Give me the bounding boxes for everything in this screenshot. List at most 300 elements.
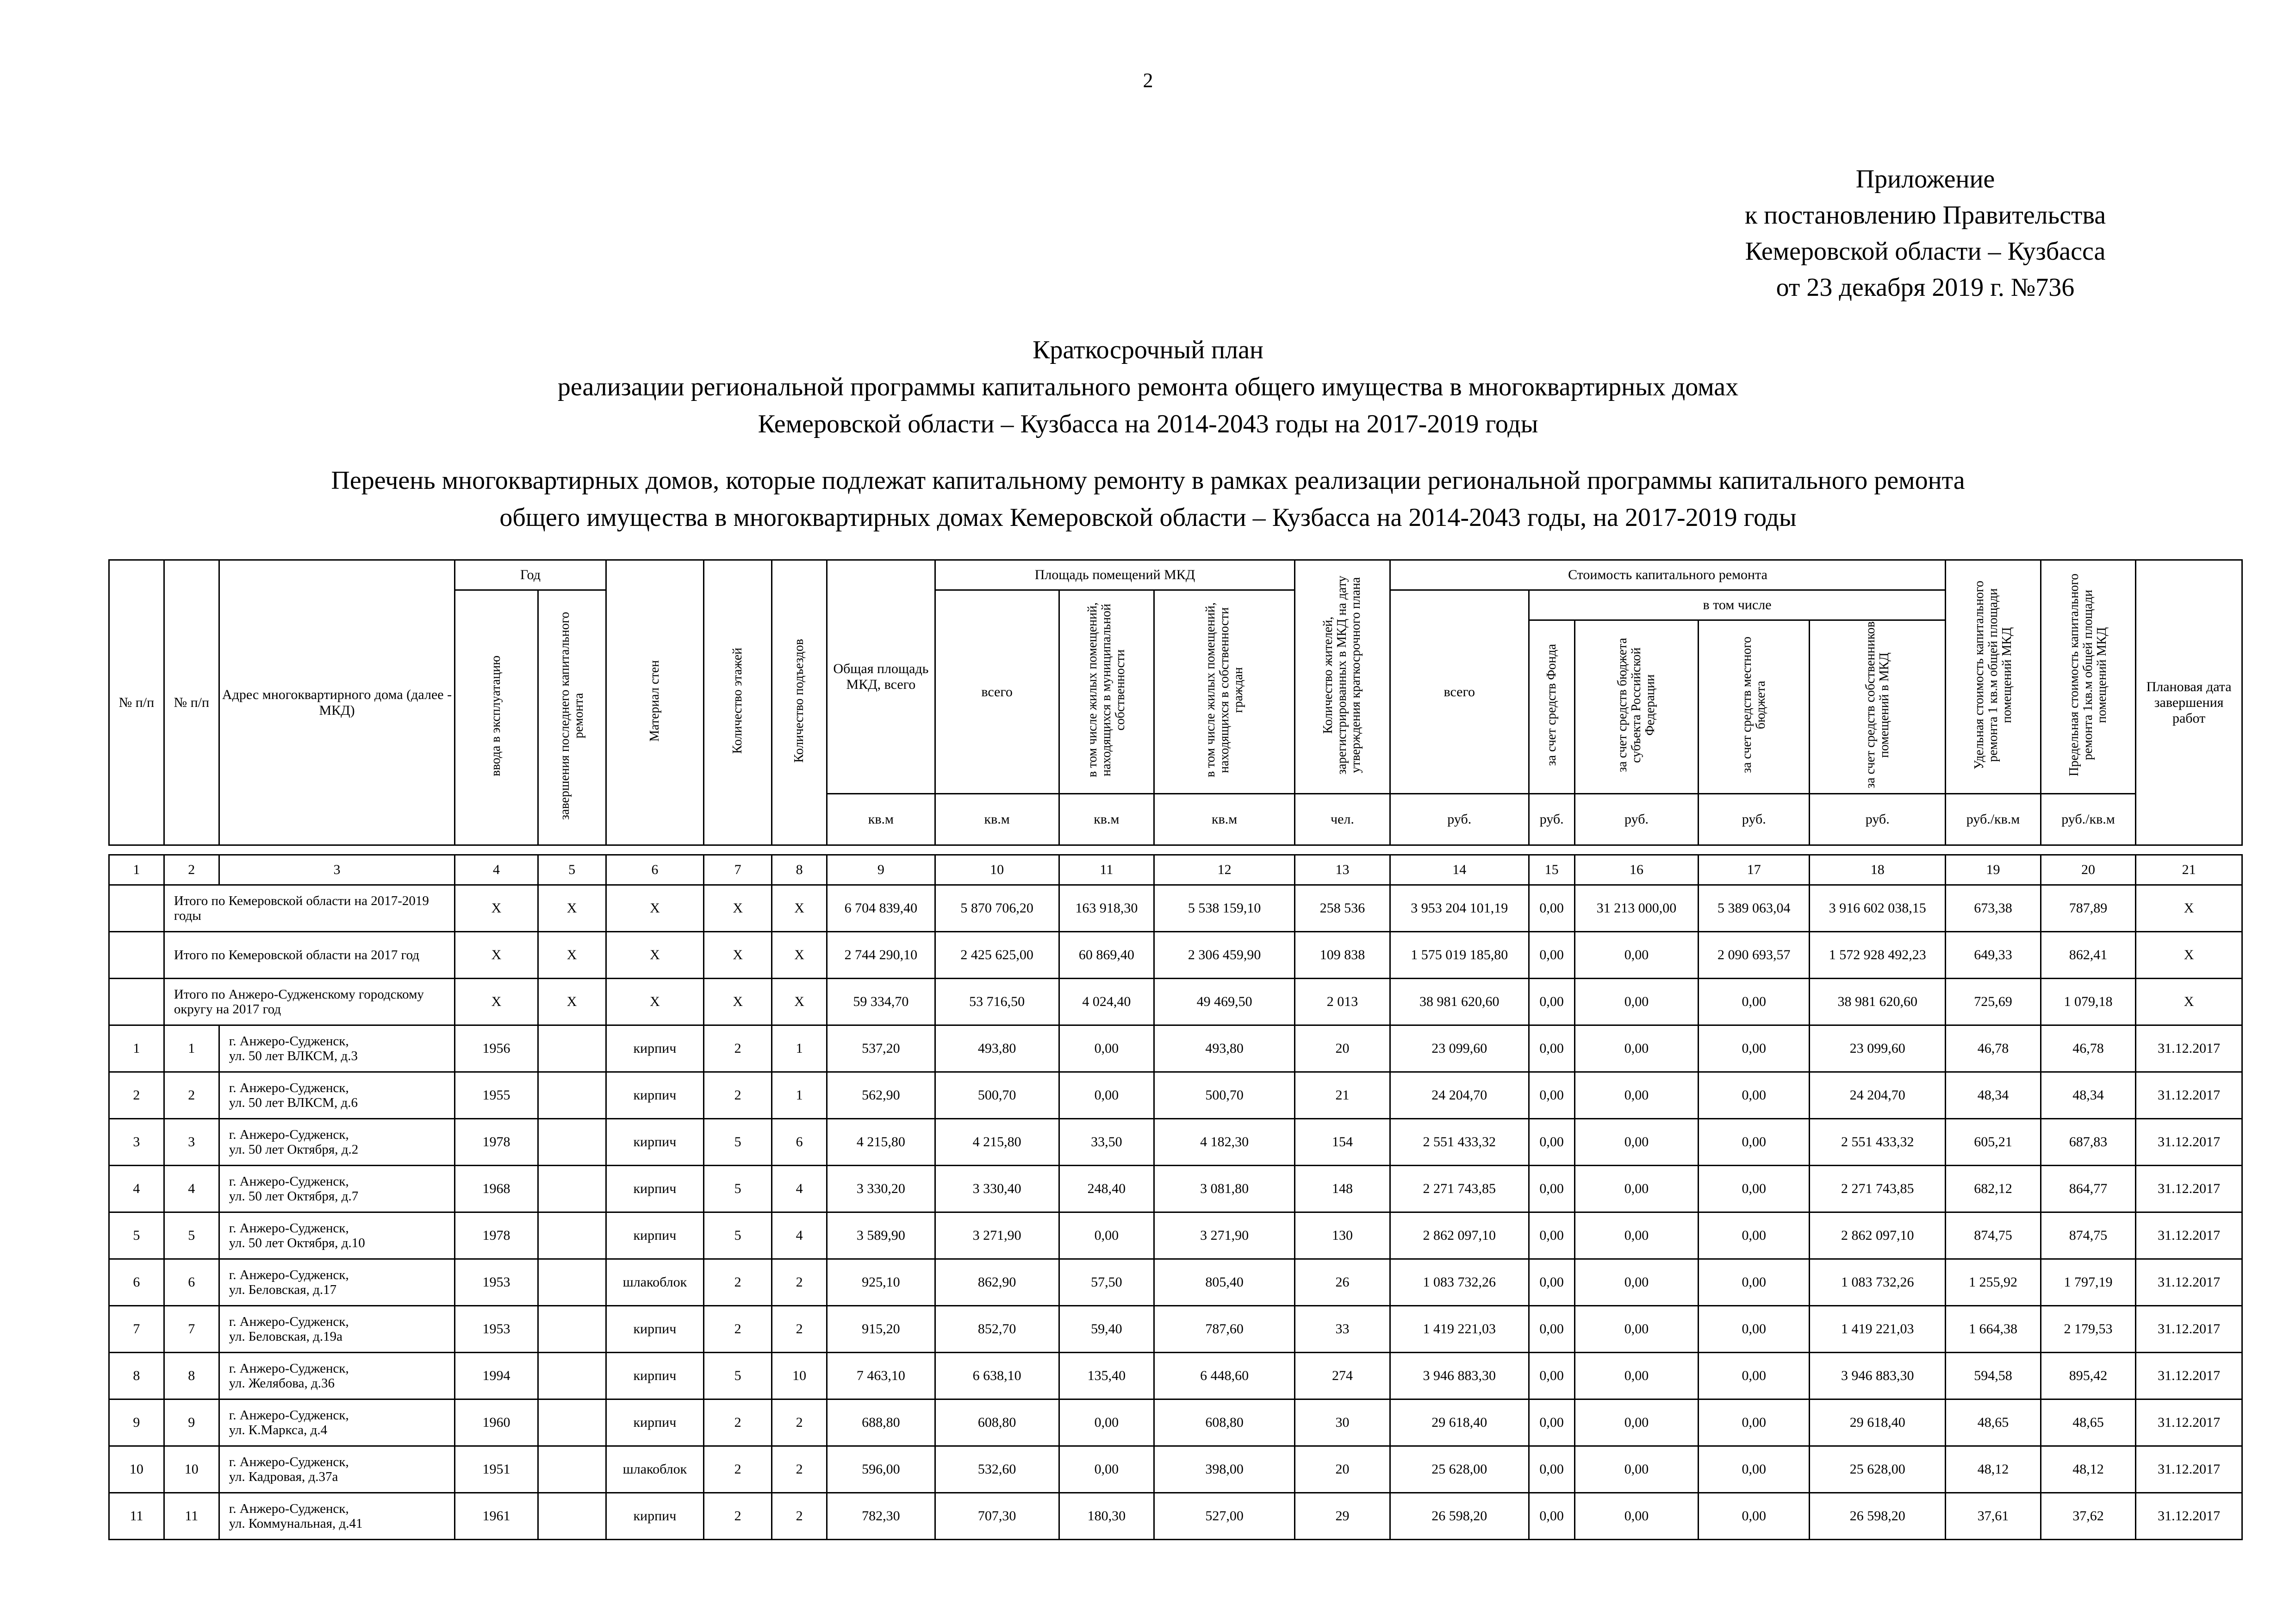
table-cell: 605,21 bbox=[1946, 1119, 2041, 1166]
header-area-all: всего bbox=[935, 590, 1059, 794]
summary-cell: 53 716,50 bbox=[935, 979, 1059, 1025]
address-line-1: г. Анжеро-Судженск, bbox=[229, 1127, 349, 1142]
table-cell: 2 bbox=[704, 1306, 772, 1353]
column-number-cell: 11 bbox=[1059, 855, 1154, 885]
table-cell: 2 bbox=[704, 1399, 772, 1446]
unit-cost-fund: руб. bbox=[1529, 794, 1574, 845]
column-number-cell: 6 bbox=[606, 855, 704, 885]
summary-cell: 258 536 bbox=[1295, 885, 1390, 932]
table-cell: 31.12.2017 bbox=[2136, 1353, 2242, 1399]
table-cell: 594,58 bbox=[1946, 1353, 2041, 1399]
address-cell bbox=[219, 1353, 455, 1399]
subtitle-line-2: общего имущества в многоквартирных домах Кемеровской области – Кузбасса на 2014-2043 годы, на 2017-2019 годы bbox=[499, 503, 1797, 532]
column-number-cell: 17 bbox=[1699, 855, 1810, 885]
summary-cell: 1 575 019 185,80 bbox=[1390, 932, 1529, 979]
table-cell: 2 bbox=[704, 1493, 772, 1540]
table-cell: 2 bbox=[704, 1072, 772, 1119]
table-cell: 2 bbox=[772, 1399, 827, 1446]
table-cell: 6 638,10 bbox=[935, 1353, 1059, 1399]
table-cell: кирпич bbox=[606, 1025, 704, 1072]
row-number-cell: 5 bbox=[164, 1212, 219, 1259]
row-number-cell: 9 bbox=[109, 1399, 164, 1446]
table-cell: 682,12 bbox=[1946, 1166, 2041, 1212]
table-cell: 31.12.2017 bbox=[2136, 1493, 2242, 1540]
table-cell: кирпич bbox=[606, 1493, 704, 1540]
unit-cost-region: руб. bbox=[1574, 794, 1699, 845]
table-cell: 1956 bbox=[455, 1025, 538, 1072]
table-cell: 0,00 bbox=[1059, 1212, 1154, 1259]
table-row bbox=[109, 1446, 2242, 1493]
table-cell: 2 bbox=[704, 1259, 772, 1306]
document-subtitle bbox=[0, 462, 2296, 536]
subtitle-line-1: Перечень многоквартирных домов, которые подлежат капитальному ремонту в рамках реализации региональной программы капитального ремонта bbox=[331, 466, 1965, 495]
table-cell: 1953 bbox=[455, 1259, 538, 1306]
address-cell bbox=[219, 1446, 455, 1493]
column-number-cell: 7 bbox=[704, 855, 772, 885]
summary-cell: X bbox=[455, 932, 538, 979]
table-cell: 4 215,80 bbox=[827, 1119, 935, 1166]
header-spacer bbox=[109, 845, 2242, 855]
table-cell: 5 bbox=[704, 1353, 772, 1399]
table-cell: 26 598,20 bbox=[1390, 1493, 1529, 1540]
summary-cell: 5 538 159,10 bbox=[1154, 885, 1295, 932]
address-line-1: г. Анжеро-Судженск, bbox=[229, 1268, 349, 1282]
address-cell bbox=[219, 1306, 455, 1353]
address-line-2: ул. 50 лет Октября, д.7 bbox=[229, 1189, 359, 1204]
table-row bbox=[109, 1119, 2242, 1166]
table-cell: 180,30 bbox=[1059, 1493, 1154, 1540]
table-cell: 46,78 bbox=[1946, 1025, 2041, 1072]
summary-cell bbox=[109, 979, 164, 1025]
table-cell: 21 bbox=[1295, 1072, 1390, 1119]
summary-cell: 109 838 bbox=[1295, 932, 1390, 979]
table-cell: 805,40 bbox=[1154, 1259, 1295, 1306]
unit-total-area: кв.м bbox=[827, 794, 935, 845]
table-cell: 1978 bbox=[455, 1119, 538, 1166]
row-number-cell: 4 bbox=[109, 1166, 164, 1212]
header-year-last-repair: завершения последнего капитального ремонта bbox=[538, 590, 606, 845]
summary-cell: X bbox=[704, 932, 772, 979]
table-cell bbox=[538, 1166, 606, 1212]
address-line-2: ул. Коммунальная, д.41 bbox=[229, 1516, 363, 1531]
table-cell: 31.12.2017 bbox=[2136, 1166, 2242, 1212]
table-cell: 48,12 bbox=[2041, 1446, 2135, 1493]
summary-cell bbox=[109, 932, 164, 979]
table-cell bbox=[538, 1446, 606, 1493]
unit-area-municipal: кв.м bbox=[1059, 794, 1154, 845]
table-cell: 687,83 bbox=[2041, 1119, 2135, 1166]
table-cell: 1 797,19 bbox=[2041, 1259, 2135, 1306]
header-num-2: № п/п bbox=[164, 560, 219, 845]
document-title bbox=[0, 331, 2296, 443]
table-cell: 787,60 bbox=[1154, 1306, 1295, 1353]
table-cell: 1 bbox=[772, 1072, 827, 1119]
table-cell bbox=[538, 1119, 606, 1166]
table-cell: 2 bbox=[704, 1025, 772, 1072]
table-cell: 24 204,70 bbox=[1390, 1072, 1529, 1119]
table-row bbox=[109, 1212, 2242, 1259]
table-cell: 532,60 bbox=[935, 1446, 1059, 1493]
table-cell: 31.12.2017 bbox=[2136, 1072, 2242, 1119]
summary-cell: 0,00 bbox=[1574, 932, 1699, 979]
summary-cell: X bbox=[538, 885, 606, 932]
table-row bbox=[109, 1166, 2242, 1212]
header-entrances: Количество подъездов bbox=[772, 560, 827, 845]
header-area-municipal: в том числе жилых помещений, находящихся в муниципальной собственности bbox=[1059, 590, 1154, 794]
summary-cell: 2 013 bbox=[1295, 979, 1390, 1025]
page-number: 2 bbox=[1143, 69, 1153, 92]
table-cell: 0,00 bbox=[1699, 1072, 1810, 1119]
unit-residents: чел. bbox=[1295, 794, 1390, 845]
address-line-1: г. Анжеро-Судженск, bbox=[229, 1314, 349, 1329]
table-cell bbox=[538, 1072, 606, 1119]
table-cell bbox=[538, 1353, 606, 1399]
header-area-group: Площадь помещений МКД bbox=[935, 560, 1295, 590]
summary-cell: 5 870 706,20 bbox=[935, 885, 1059, 932]
column-number-cell: 18 bbox=[1810, 855, 1946, 885]
appendix-line-4: от 23 декабря 2019 г. №736 bbox=[1776, 273, 2075, 302]
table-cell: 148 bbox=[1295, 1166, 1390, 1212]
header-cost-including: в том числе bbox=[1529, 590, 1945, 620]
table-cell: 0,00 bbox=[1529, 1399, 1574, 1446]
table-cell: 0,00 bbox=[1699, 1025, 1810, 1072]
summary-cell: 38 981 620,60 bbox=[1810, 979, 1946, 1025]
table-cell: 707,30 bbox=[935, 1493, 1059, 1540]
table-cell: 0,00 bbox=[1699, 1166, 1810, 1212]
header-cost-fund: за счет средств Фонда bbox=[1529, 620, 1574, 794]
header-cost-group: Стоимость капитального ремонта bbox=[1390, 560, 1946, 590]
column-number-cell: 21 bbox=[2136, 855, 2242, 885]
row-number-cell: 2 bbox=[109, 1072, 164, 1119]
table-cell: 2 bbox=[704, 1446, 772, 1493]
table-cell: 0,00 bbox=[1574, 1072, 1699, 1119]
table-cell: 2 bbox=[772, 1493, 827, 1540]
summary-cell: 3 916 602 038,15 bbox=[1810, 885, 1946, 932]
table-cell: 874,75 bbox=[1946, 1212, 2041, 1259]
row-number-cell: 8 bbox=[164, 1353, 219, 1399]
table-cell: 135,40 bbox=[1059, 1353, 1154, 1399]
table-cell: 398,00 bbox=[1154, 1446, 1295, 1493]
table-cell: 688,80 bbox=[827, 1399, 935, 1446]
table-cell: 3 330,20 bbox=[827, 1166, 935, 1212]
summary-cell: 2 090 693,57 bbox=[1699, 932, 1810, 979]
summary-cell: 38 981 620,60 bbox=[1390, 979, 1529, 1025]
row-number-cell: 9 bbox=[164, 1399, 219, 1446]
table-cell: 852,70 bbox=[935, 1306, 1059, 1353]
title-line-3: Кемеровской области – Кузбасса на 2014-2043 годы на 2017-2019 годы bbox=[758, 410, 1538, 438]
table-cell: 3 271,90 bbox=[935, 1212, 1059, 1259]
table-cell: 6 448,60 bbox=[1154, 1353, 1295, 1399]
address-line-2: ул. Беловская, д.17 bbox=[229, 1282, 337, 1297]
unit-unit-cost: руб./кв.м bbox=[1946, 794, 2041, 845]
table-cell: 31.12.2017 bbox=[2136, 1212, 2242, 1259]
row-number-cell: 1 bbox=[164, 1025, 219, 1072]
unit-cost-local: руб. bbox=[1699, 794, 1810, 845]
summary-cell: 59 334,70 bbox=[827, 979, 935, 1025]
table-cell: 1960 bbox=[455, 1399, 538, 1446]
table-cell: 0,00 bbox=[1574, 1446, 1699, 1493]
summary-cell: 787,89 bbox=[2041, 885, 2135, 932]
table-cell: 5 bbox=[704, 1119, 772, 1166]
table-cell: 608,80 bbox=[1154, 1399, 1295, 1446]
table-cell: 562,90 bbox=[827, 1072, 935, 1119]
summary-cell: 49 469,50 bbox=[1154, 979, 1295, 1025]
summary-cell: X bbox=[772, 932, 827, 979]
summary-cell: 3 953 204 101,19 bbox=[1390, 885, 1529, 932]
table-cell: 1 255,92 bbox=[1946, 1259, 2041, 1306]
summary-cell: 862,41 bbox=[2041, 932, 2135, 979]
row-number-cell: 6 bbox=[109, 1259, 164, 1306]
table-cell: 0,00 bbox=[1059, 1072, 1154, 1119]
address-line-2: ул. 50 лет Октября, д.10 bbox=[229, 1236, 365, 1250]
table-cell bbox=[538, 1306, 606, 1353]
row-number-cell: 11 bbox=[164, 1493, 219, 1540]
summary-cell: 60 869,40 bbox=[1059, 932, 1154, 979]
table-cell: 0,00 bbox=[1529, 1306, 1574, 1353]
summary-cell: X bbox=[2136, 885, 2242, 932]
table-cell: 10 bbox=[772, 1353, 827, 1399]
address-line-2: ул. К.Маркса, д.4 bbox=[229, 1423, 328, 1437]
table-cell: 862,90 bbox=[935, 1259, 1059, 1306]
table-cell: 1 664,38 bbox=[1946, 1306, 2041, 1353]
summary-cell: X bbox=[772, 885, 827, 932]
table-cell: 0,00 bbox=[1529, 1493, 1574, 1540]
row-number-cell: 7 bbox=[164, 1306, 219, 1353]
table-cell: 26 bbox=[1295, 1259, 1390, 1306]
unit-limit-cost: руб./кв.м bbox=[2041, 794, 2135, 845]
summary-label: Итого по Анжеро-Судженскому городскому округу на 2017 год bbox=[164, 979, 454, 1025]
column-number-cell: 4 bbox=[455, 855, 538, 885]
column-number-cell: 16 bbox=[1574, 855, 1699, 885]
table-cell: 493,80 bbox=[1154, 1025, 1295, 1072]
table-cell: 1955 bbox=[455, 1072, 538, 1119]
table-cell: 0,00 bbox=[1574, 1025, 1699, 1072]
table-cell: 2 551 433,32 bbox=[1390, 1119, 1529, 1166]
table-cell: 2 271 743,85 bbox=[1810, 1166, 1946, 1212]
summary-cell: X bbox=[538, 979, 606, 1025]
table-cell: 25 628,00 bbox=[1390, 1446, 1529, 1493]
summary-cell: X bbox=[455, 979, 538, 1025]
summary-cell: X bbox=[704, 885, 772, 932]
row-number-cell: 3 bbox=[109, 1119, 164, 1166]
row-number-cell: 2 bbox=[164, 1072, 219, 1119]
summary-cell: 2 306 459,90 bbox=[1154, 932, 1295, 979]
table-row bbox=[109, 1259, 2242, 1306]
address-line-1: г. Анжеро-Судженск, bbox=[229, 1455, 349, 1469]
address-line-1: г. Анжеро-Судженск, bbox=[229, 1408, 349, 1423]
table-cell: 30 bbox=[1295, 1399, 1390, 1446]
table-cell: 37,61 bbox=[1946, 1493, 2041, 1540]
table-cell: 3 081,80 bbox=[1154, 1166, 1295, 1212]
table-cell: 2 551 433,32 bbox=[1810, 1119, 1946, 1166]
table-cell: 23 099,60 bbox=[1390, 1025, 1529, 1072]
summary-cell: 163 918,30 bbox=[1059, 885, 1154, 932]
table-cell: 48,34 bbox=[1946, 1072, 2041, 1119]
table-cell: 0,00 bbox=[1529, 1166, 1574, 1212]
summary-cell: 1 079,18 bbox=[2041, 979, 2135, 1025]
table-row bbox=[109, 1306, 2242, 1353]
address-line-1: г. Анжеро-Судженск, bbox=[229, 1221, 349, 1236]
header-address: Адрес многоквартирного дома (далее - МКД) bbox=[219, 560, 455, 845]
table-cell: 248,40 bbox=[1059, 1166, 1154, 1212]
address-line-1: г. Анжеро-Судженск, bbox=[229, 1174, 349, 1189]
table-cell: 493,80 bbox=[935, 1025, 1059, 1072]
column-number-cell: 10 bbox=[935, 855, 1059, 885]
summary-cell: X bbox=[772, 979, 827, 1025]
summary-cell: X bbox=[606, 885, 704, 932]
header-year-commission: ввода в эксплуатацию bbox=[455, 590, 538, 845]
summary-cell: 1 572 928 492,23 bbox=[1810, 932, 1946, 979]
column-number-cell: 12 bbox=[1154, 855, 1295, 885]
row-number-cell: 10 bbox=[109, 1446, 164, 1493]
table-cell: 4 182,30 bbox=[1154, 1119, 1295, 1166]
table-cell: 0,00 bbox=[1574, 1119, 1699, 1166]
table-cell: 7 463,10 bbox=[827, 1353, 935, 1399]
table-cell: кирпич bbox=[606, 1166, 704, 1212]
table-cell: 596,00 bbox=[827, 1446, 935, 1493]
table-cell: 0,00 bbox=[1529, 1259, 1574, 1306]
table-cell: 25 628,00 bbox=[1810, 1446, 1946, 1493]
table-cell: 20 bbox=[1295, 1446, 1390, 1493]
header-planned-date: Плановая дата завершения работ bbox=[2136, 560, 2242, 845]
summary-cell: 649,33 bbox=[1946, 932, 2041, 979]
row-number-cell: 7 bbox=[109, 1306, 164, 1353]
table-cell: 48,65 bbox=[2041, 1399, 2135, 1446]
address-line-1: г. Анжеро-Судженск, bbox=[229, 1361, 349, 1376]
summary-cell: 725,69 bbox=[1946, 979, 2041, 1025]
table-cell: 0,00 bbox=[1059, 1399, 1154, 1446]
header-floors: Количество этажей bbox=[704, 560, 772, 845]
column-number-cell: 5 bbox=[538, 855, 606, 885]
table-cell: 0,00 bbox=[1059, 1025, 1154, 1072]
table-cell: 0,00 bbox=[1529, 1072, 1574, 1119]
summary-row bbox=[109, 885, 2242, 932]
table-cell: 864,77 bbox=[2041, 1166, 2135, 1212]
row-number-cell: 6 bbox=[164, 1259, 219, 1306]
table-cell: кирпич bbox=[606, 1212, 704, 1259]
table-cell: 874,75 bbox=[2041, 1212, 2135, 1259]
summary-cell: 4 024,40 bbox=[1059, 979, 1154, 1025]
header-area-citizens: в том числе жилых помещений, находящихся в собственности граждан bbox=[1154, 590, 1295, 794]
summary-row bbox=[109, 932, 2242, 979]
appendix-line-1: Приложение bbox=[1855, 165, 1995, 194]
appendix-line-2: к постановлению Правительства bbox=[1744, 201, 2106, 230]
table-cell: 0,00 bbox=[1529, 1119, 1574, 1166]
address-cell bbox=[219, 1166, 455, 1212]
table-cell: 48,65 bbox=[1946, 1399, 2041, 1446]
row-number-cell: 11 bbox=[109, 1493, 164, 1540]
table-cell: 500,70 bbox=[935, 1072, 1059, 1119]
table-cell: 1951 bbox=[455, 1446, 538, 1493]
table-cell: кирпич bbox=[606, 1353, 704, 1399]
row-number-cell: 5 bbox=[109, 1212, 164, 1259]
table-cell: кирпич bbox=[606, 1306, 704, 1353]
table-cell: 2 271 743,85 bbox=[1390, 1166, 1529, 1212]
table-cell: 537,20 bbox=[827, 1025, 935, 1072]
table-cell: 2 179,53 bbox=[2041, 1306, 2135, 1353]
table-cell: 130 bbox=[1295, 1212, 1390, 1259]
header-num-1: № п/п bbox=[109, 560, 164, 845]
table-row bbox=[109, 1025, 2242, 1072]
row-number-cell: 10 bbox=[164, 1446, 219, 1493]
address-cell bbox=[219, 1212, 455, 1259]
column-number-cell: 3 bbox=[219, 855, 455, 885]
table-cell: 2 bbox=[772, 1259, 827, 1306]
table-cell: 0,00 bbox=[1529, 1446, 1574, 1493]
appendix-block bbox=[1703, 161, 2147, 306]
table-cell: 0,00 bbox=[1059, 1446, 1154, 1493]
table-cell: 0,00 bbox=[1699, 1493, 1810, 1540]
table-cell: 26 598,20 bbox=[1810, 1493, 1946, 1540]
row-number-cell: 1 bbox=[109, 1025, 164, 1072]
table-row bbox=[109, 1493, 2242, 1540]
table-cell: 0,00 bbox=[1529, 1353, 1574, 1399]
table-cell: 925,10 bbox=[827, 1259, 935, 1306]
address-line-2: ул. 50 лет Октября, д.2 bbox=[229, 1142, 359, 1157]
table-cell: 1 083 732,26 bbox=[1390, 1259, 1529, 1306]
table-cell: 1953 bbox=[455, 1306, 538, 1353]
table-cell: 3 271,90 bbox=[1154, 1212, 1295, 1259]
table-cell: 31.12.2017 bbox=[2136, 1446, 2242, 1493]
table-cell: 2 bbox=[772, 1306, 827, 1353]
address-line-1: г. Анжеро-Судженск, bbox=[229, 1501, 349, 1516]
table-cell: 608,80 bbox=[935, 1399, 1059, 1446]
table-cell: 4 215,80 bbox=[935, 1119, 1059, 1166]
table-cell: кирпич bbox=[606, 1072, 704, 1119]
header-year: Год bbox=[455, 560, 606, 590]
table-cell: шлакоблок bbox=[606, 1446, 704, 1493]
address-line-1: г. Анжеро-Судженск, bbox=[229, 1034, 349, 1049]
table-cell: кирпич bbox=[606, 1399, 704, 1446]
column-number-cell: 20 bbox=[2041, 855, 2135, 885]
table-cell: 2 bbox=[772, 1446, 827, 1493]
table-cell: 782,30 bbox=[827, 1493, 935, 1540]
header-cost-region: за счет средств бюджета субъекта Российской Федерации bbox=[1574, 620, 1699, 794]
address-cell bbox=[219, 1072, 455, 1119]
unit-cost-owners: руб. bbox=[1810, 794, 1946, 845]
summary-cell: 673,38 bbox=[1946, 885, 2041, 932]
summary-cell: X bbox=[704, 979, 772, 1025]
header-cost-owners: за счет средств собственников помещений в МКД bbox=[1810, 620, 1946, 794]
table-cell: 2 862 097,10 bbox=[1810, 1212, 1946, 1259]
table-cell bbox=[538, 1212, 606, 1259]
table-cell: 1968 bbox=[455, 1166, 538, 1212]
table-cell: 48,12 bbox=[1946, 1446, 2041, 1493]
table-cell bbox=[538, 1399, 606, 1446]
table-cell: 895,42 bbox=[2041, 1353, 2135, 1399]
table-cell: 0,00 bbox=[1699, 1212, 1810, 1259]
summary-cell bbox=[109, 885, 164, 932]
table-cell: 4 bbox=[772, 1166, 827, 1212]
table-cell: 37,62 bbox=[2041, 1493, 2135, 1540]
table-cell: 48,34 bbox=[2041, 1072, 2135, 1119]
table-cell: 1 419 221,03 bbox=[1390, 1306, 1529, 1353]
summary-cell: 0,00 bbox=[1574, 979, 1699, 1025]
summary-cell: 0,00 bbox=[1529, 979, 1574, 1025]
table-cell: 29 618,40 bbox=[1390, 1399, 1529, 1446]
address-cell bbox=[219, 1119, 455, 1166]
address-cell bbox=[219, 1399, 455, 1446]
table-cell: 29 618,40 bbox=[1810, 1399, 1946, 1446]
table-cell: 1 419 221,03 bbox=[1810, 1306, 1946, 1353]
table-cell: 1978 bbox=[455, 1212, 538, 1259]
summary-cell: X bbox=[455, 885, 538, 932]
address-cell bbox=[219, 1259, 455, 1306]
table-row bbox=[109, 1072, 2242, 1119]
table-cell: 31.12.2017 bbox=[2136, 1399, 2242, 1446]
table-cell: 1 083 732,26 bbox=[1810, 1259, 1946, 1306]
column-number-cell: 1 bbox=[109, 855, 164, 885]
